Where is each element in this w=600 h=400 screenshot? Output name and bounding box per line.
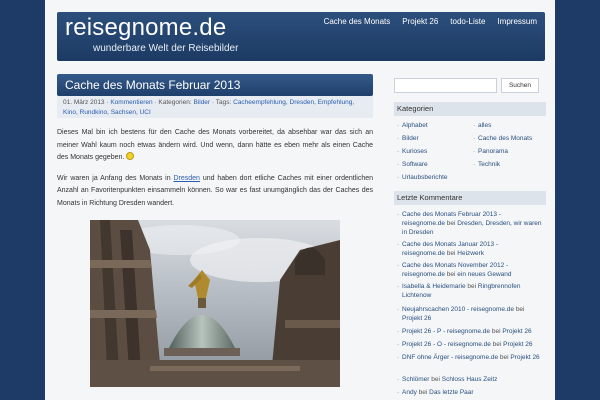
comment-item[interactable]: · Projekt 26 - O - reisegnome.de bei Projekt 26 <box>402 340 542 349</box>
category-item[interactable]: · Kurioses <box>402 148 427 155</box>
comment-item[interactable]: · Cache des Monats Januar 2013 - reisegnome.de bei Heizwerk <box>402 240 542 258</box>
category-item[interactable]: · Software <box>402 161 428 168</box>
dresden-link[interactable]: Dresden <box>173 174 200 182</box>
comment-item[interactable]: · DNF ohne Ärger - reisegnome.de bei Projekt 26 <box>402 353 542 362</box>
nav-item-todo-liste[interactable]: todo-Liste <box>450 17 486 26</box>
nav-item-cache-des-monats[interactable]: Cache des Monats <box>323 17 391 26</box>
dresden-dome-image <box>90 220 340 387</box>
category-item[interactable]: · Panorama <box>478 148 508 155</box>
comment-item[interactable]: · Cache des Monats Februar 2013 - reisegnome.de bei Dresden, Dresden, wir waren in Dresden <box>402 210 542 237</box>
comments-widget-title: Letzte Kommentare <box>394 191 546 205</box>
category-link[interactable]: Bilder <box>193 99 211 106</box>
tags-links[interactable]: Cacheempfehlung, Dresden, Empfehlung, Kino, Rundkino, Sachsen, UCI <box>63 99 355 116</box>
post-title[interactable]: Cache des Monats Februar 2013 <box>65 78 241 92</box>
category-item[interactable]: · Alphabet <box>402 122 428 129</box>
comment-item[interactable]: · Cache des Monats November 2012 - reisegnome.de bei ein neues Gewand <box>402 261 542 279</box>
post-title-bar <box>57 74 373 96</box>
nav-item-projekt-26[interactable]: Projekt 26 <box>402 17 439 26</box>
nav-item-impressum[interactable]: Impressum <box>497 17 537 26</box>
search-input[interactable] <box>394 78 497 93</box>
category-item[interactable]: · Cache des Monats <box>478 135 532 142</box>
post-content <box>57 127 373 218</box>
comments-link[interactable]: Kommentieren <box>110 99 153 106</box>
site-tagline: wunderbare Welt der Reisebilder <box>93 43 239 54</box>
search-button[interactable]: Suchen <box>501 78 539 93</box>
main-nav <box>324 17 537 26</box>
tags-label: Tags: <box>215 99 232 106</box>
post-photo[interactable] <box>90 220 340 387</box>
category-item[interactable]: · Urlaubsberichte <box>402 174 448 181</box>
category-item[interactable]: · alles <box>478 122 491 129</box>
comment-item[interactable]: · Projekt 26 - P - reisegnome.de bei Projekt 26 <box>402 327 542 336</box>
category-item[interactable]: · Technik <box>478 161 500 168</box>
post-date: 01. März 2013 <box>63 99 105 106</box>
post-paragraph-2: Wir waren ja Anfang des Monats in Dresden und haben dort etliche Caches mit einer ordentlichen Anzahl an Favoritenpunkten einsammeln können. So war es fast unumgänglich das der Caches des Monats in Richtung Dresden wandert. <box>57 174 373 207</box>
categories-label: Kategorien: <box>158 99 192 106</box>
comment-item[interactable]: · Isabella & Heidemarie bei Ringbrennofen Lichtenow <box>402 282 542 300</box>
site-title[interactable]: reisegnome.de <box>65 14 227 41</box>
comment-item[interactable]: · Neujahrscachen 2010 - reisegnome.de bei Projekt 26 <box>402 305 542 323</box>
post-paragraph-1: Dieses Mal bin ich bestens für den Cache des Monats vorbereitet, da absehbar war das sich an meiner Wahl kaum noch etwas ändern wird. Und wenn, dann hätte es eben mehr als einen Cache des Monats gegeben. <box>57 129 373 161</box>
category-item[interactable]: · Bilder <box>402 135 419 142</box>
post-meta: 01. März 2013 · Kommentieren · Kategorien: Bilder · Tags: Cacheempfehlung, Dresden, Empfehlung, Kino, Rundkino, Sachsen, UCI <box>57 96 373 118</box>
smiley-icon <box>126 152 134 160</box>
categories-widget-title: Kategorien <box>394 102 546 116</box>
page <box>45 0 555 400</box>
comment-item[interactable]: · Andy bei Das letzte Paar <box>402 388 542 397</box>
comment-item[interactable]: · Schlömer bei Schloss Haus Zeitz <box>402 375 542 384</box>
site-header <box>57 12 545 61</box>
